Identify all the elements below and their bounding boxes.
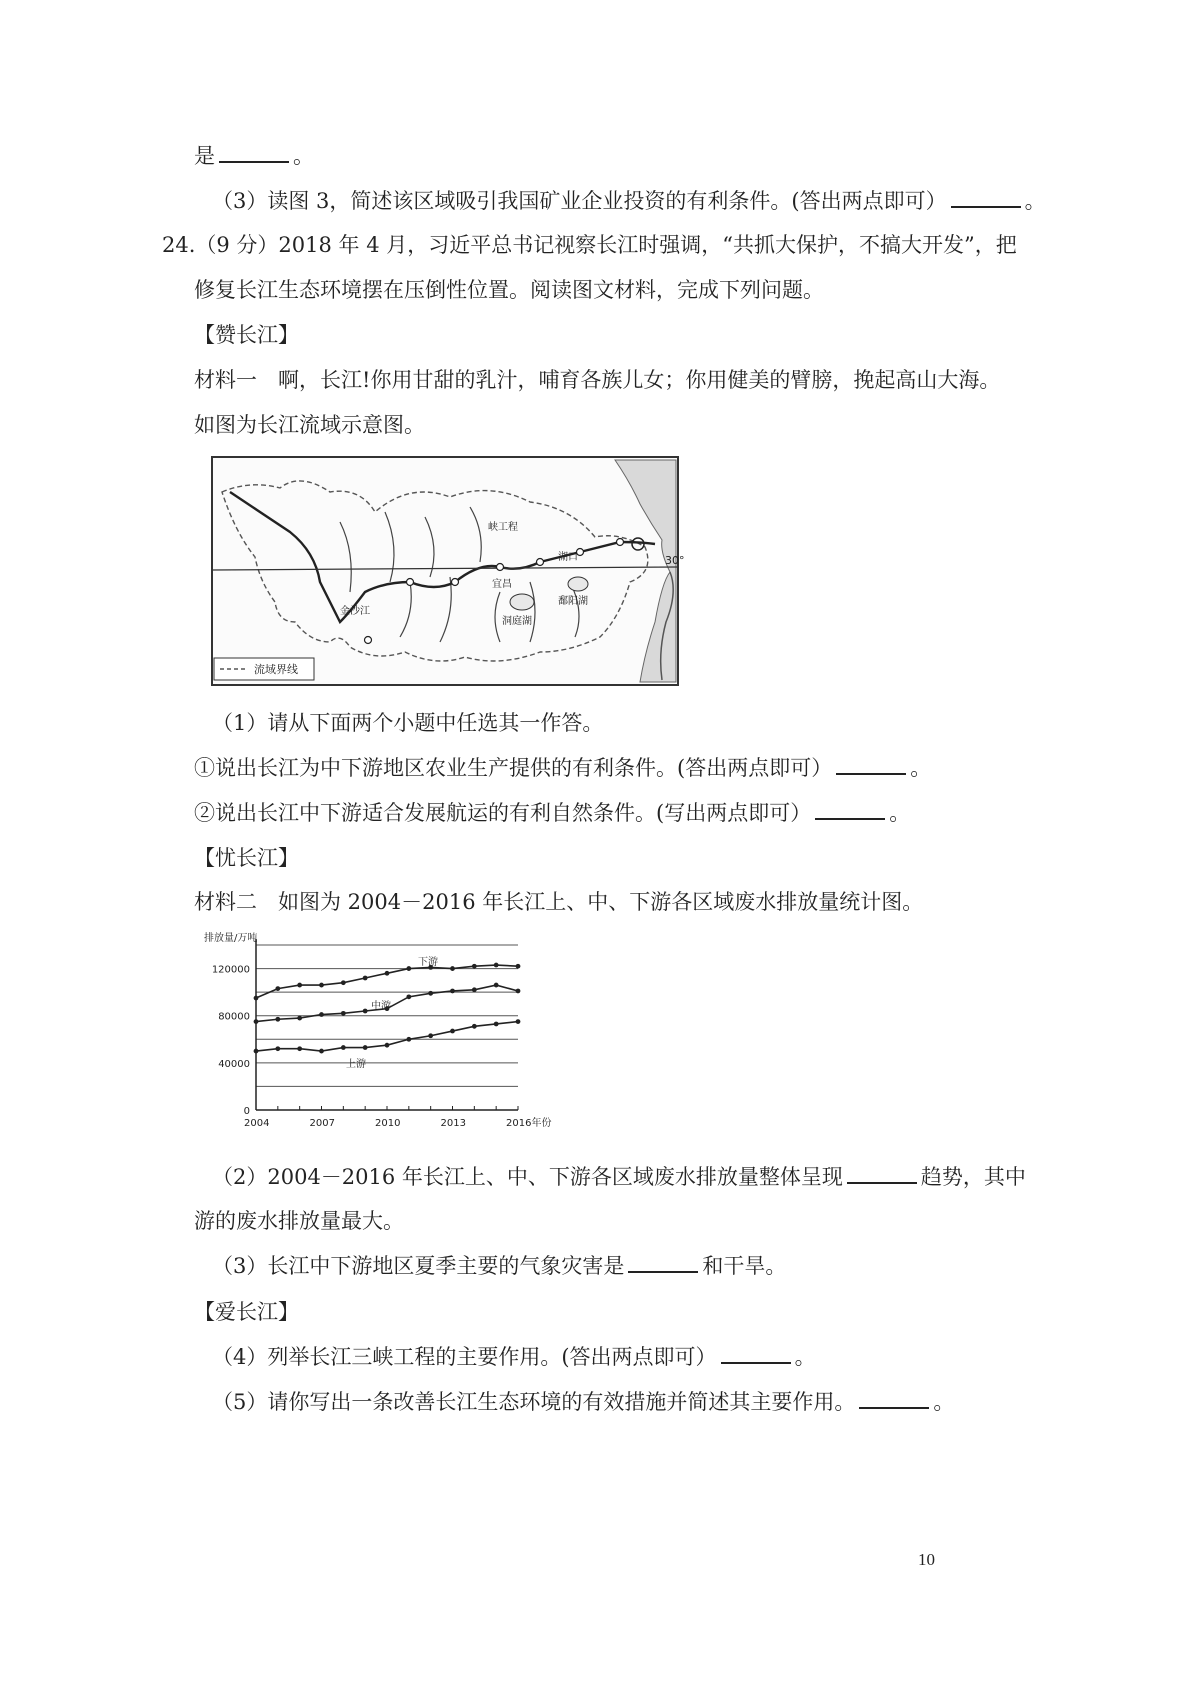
text-line-4: 修复长江生态环境摆在压倒性位置。阅读图文材料，完成下列问题。: [194, 278, 824, 302]
answer-blank: [721, 1344, 791, 1364]
sub-question-5: [212, 1387, 954, 1417]
sub-question-1b: [194, 798, 910, 828]
sub-question-4: [212, 1342, 816, 1372]
chart-data-point: [428, 1033, 433, 1038]
text-segment: 趋势，其中: [920, 1165, 1026, 1189]
dongting-lake: [510, 594, 534, 610]
chart-data-point: [472, 987, 477, 992]
chart-data-point: [319, 983, 324, 988]
chart-svg: [196, 925, 552, 1150]
chart-data-point: [275, 1017, 280, 1022]
series-label-middle: 中游: [371, 1001, 391, 1012]
chart-data-point: [494, 1022, 499, 1027]
chart-data-point: [341, 1045, 346, 1050]
page-number: 10: [918, 1550, 935, 1569]
poyang-lake: [568, 577, 588, 591]
text-segment: 。: [889, 801, 911, 825]
chart-y-tick-label: 120000: [211, 964, 250, 976]
wastewater-chart: [196, 925, 552, 1150]
chart-yticks: [212, 965, 250, 1117]
chart-data-point: [450, 966, 455, 971]
jinsha-label: 金沙江: [340, 606, 370, 617]
poyang-label: 鄱阳湖: [558, 596, 588, 607]
chart-data-point: [254, 996, 259, 1001]
series-label-lower: 下游: [418, 957, 438, 968]
chart-data-point: [385, 1043, 390, 1048]
chart-data-point: [363, 1045, 368, 1050]
text-segment: 。: [1024, 189, 1046, 213]
chart-data-point: [494, 963, 499, 968]
chart-data-point: [385, 971, 390, 976]
text-line-2: [212, 186, 1046, 216]
chart-data-point: [428, 991, 433, 996]
chart-data-point: [297, 1016, 302, 1021]
chart-xticks: [244, 1116, 551, 1129]
section-heading-praise: 【赞长江】: [194, 323, 299, 347]
answer-blank: [815, 800, 885, 820]
text-segment: 。: [910, 756, 932, 780]
chart-x-tick-label: 2004: [244, 1118, 270, 1129]
chart-data-point: [472, 964, 477, 969]
chart-data-point: [297, 983, 302, 988]
chart-data-point: [341, 980, 346, 985]
chart-data-point: [472, 1024, 477, 1029]
map-frame: [212, 457, 678, 685]
section-heading-love: 【爱长江】: [194, 1300, 299, 1324]
chart-data-point: [297, 1046, 302, 1051]
chart-data-point: [363, 1009, 368, 1014]
answer-blank: [847, 1164, 917, 1184]
sub-question-2: [212, 1162, 1026, 1192]
chart-grid: [256, 939, 518, 1110]
answer-blank: [219, 143, 289, 163]
yichang-label: 宜昌: [492, 579, 512, 590]
chart-data-point: [319, 1012, 324, 1017]
three-gorges-label: 峡工程: [488, 522, 518, 533]
text-line-7: 如图为长江流域示意图。: [194, 413, 425, 437]
chart-data-point: [275, 1046, 280, 1051]
chart-data-point: [254, 1049, 259, 1054]
chart-ylabel: 排放量/万吨: [204, 933, 258, 944]
chart-data-point: [363, 976, 368, 981]
chart-y-tick-label: 0: [243, 1106, 250, 1117]
text-line-14: 游的废水排放量最大。: [194, 1209, 404, 1233]
answer-blank: [836, 755, 906, 775]
material-one-text: 材料一 啊，长江!你用甘甜的乳汁，哺育各族儿女；你用健美的臂膀，挽起高山大海。: [194, 368, 1001, 392]
chart-data-point: [341, 1011, 346, 1016]
text-segment: （5）请你写出一条改善长江生态环境的有效措施并简述其主要作用。: [212, 1390, 856, 1414]
text-segment: （2）2004－2016 年长江上、中、下游各区域废水排放量整体呈现: [212, 1165, 843, 1189]
text-segment: （4）列举长江三峡工程的主要作用。(答出两点即可）: [212, 1345, 717, 1369]
answer-blank: [628, 1253, 698, 1273]
yangtze-basin-map: [200, 452, 690, 690]
latitude-label: 30°: [665, 554, 685, 567]
chart-x-tick-label: 2010: [375, 1118, 401, 1129]
material-two-text: 材料二 如图为 2004－2016 年长江上、中、下游各区域废水排放量统计图。: [194, 890, 924, 914]
chart-data-point: [406, 1037, 411, 1042]
text-line-1: [194, 141, 314, 171]
chart-data-point: [494, 983, 499, 988]
answer-blank: [859, 1389, 929, 1409]
chart-series-line: [256, 965, 518, 998]
chart-data-point: [275, 986, 280, 991]
text-segment: 和干旱。: [702, 1254, 787, 1278]
chart-y-tick-label: 40000: [218, 1058, 250, 1070]
chart-x-tick-label: 2016年份: [506, 1118, 552, 1129]
chart-x-tick-label: 2013: [440, 1118, 466, 1129]
series-label-upper: 上游: [346, 1059, 366, 1070]
chart-data-point: [516, 1019, 521, 1024]
text-segment: 。: [293, 144, 314, 168]
text-segment: ②说出长江中下游适合发展航运的有利自然条件。(写出两点即可）: [194, 801, 812, 825]
chart-x-tick-label: 2007: [309, 1118, 335, 1129]
legend-label: 流域界线: [254, 663, 298, 676]
map-svg: [200, 452, 690, 690]
hukou-label: 湖口: [558, 552, 578, 563]
text-segment: 是: [194, 144, 215, 168]
chart-y-tick-label: 80000: [218, 1011, 250, 1023]
chart-data-point: [516, 964, 521, 969]
chart-data-point: [450, 989, 455, 994]
text-segment: （3）长江中下游地区夏季主要的气象灾害是: [212, 1254, 625, 1278]
text-line-8: （1）请从下面两个小题中任选其一作答。: [212, 711, 604, 735]
section-heading-worry: 【忧长江】: [194, 846, 299, 870]
question-24-heading: 24.（9 分）2018 年 4 月，习近平总书记视察长江时强调，“共抓大保护，不搞大开发”，把: [162, 233, 1017, 257]
dongting-label: 洞庭湖: [502, 616, 532, 627]
sub-question-1a: [194, 753, 931, 783]
text-segment: ①说出长江为中下游地区农业生产提供的有利条件。(答出两点即可）: [194, 756, 833, 780]
answer-blank: [951, 188, 1021, 208]
sub-question-3: [212, 1251, 786, 1281]
chart-data-point: [406, 966, 411, 971]
text-segment: 。: [933, 1390, 955, 1414]
text-segment: 。: [794, 1345, 816, 1369]
chart-data-point: [406, 994, 411, 999]
chart-data-point: [254, 1019, 259, 1024]
chart-data-point: [319, 1049, 324, 1054]
chart-data-point: [516, 989, 521, 994]
chart-data-point: [450, 1029, 455, 1034]
text-segment: （3）读图 3，简述该区域吸引我国矿业企业投资的有利条件。(答出两点即可）: [212, 189, 947, 213]
